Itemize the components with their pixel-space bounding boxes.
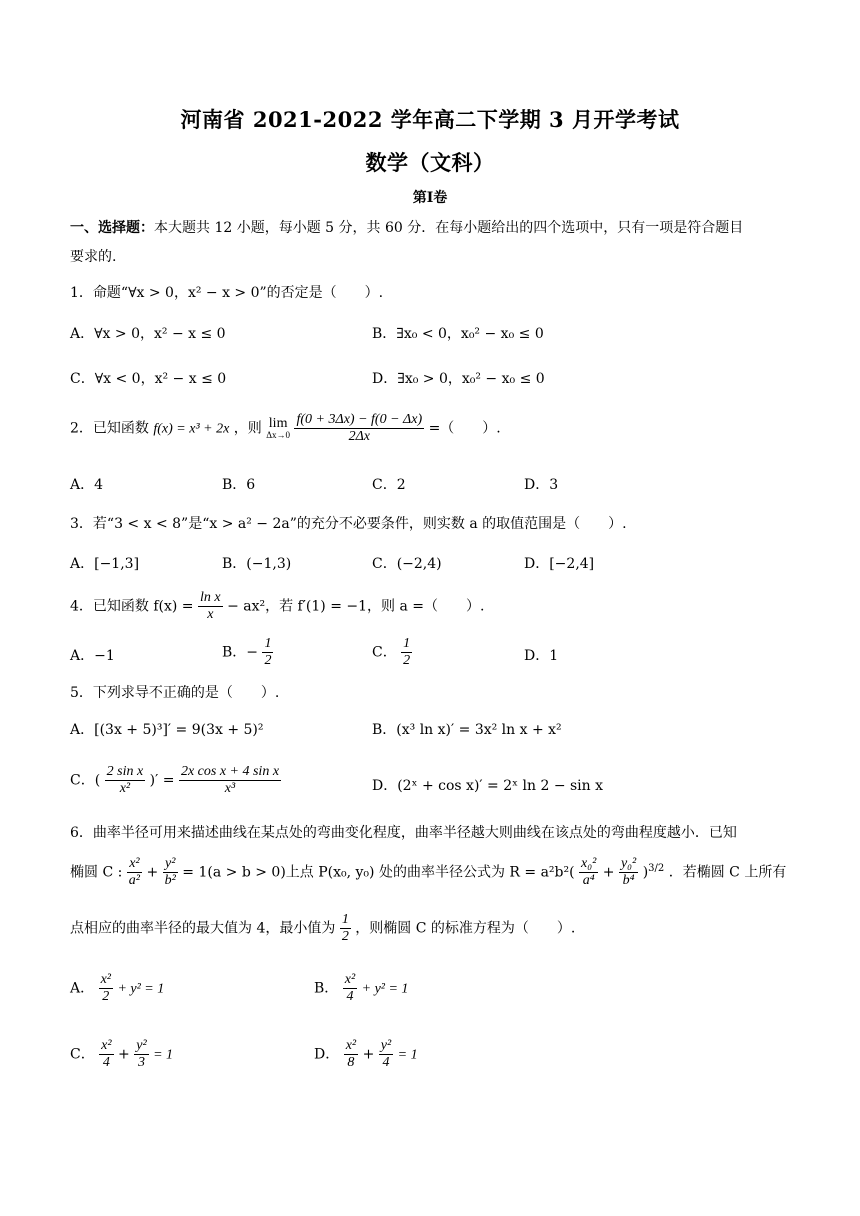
limit-symbol: lim — [268, 416, 288, 432]
fraction-denominator: 4 — [382, 1055, 390, 1071]
fraction-numerator: y² — [134, 1038, 148, 1055]
fraction-denominator: 2 — [403, 653, 411, 669]
question-6-line-3 — [70, 912, 575, 945]
question-4-prefix: 4．已知函数 f(x) = — [70, 598, 194, 615]
option-fraction-2 — [179, 764, 281, 797]
option-tail: = 1 — [397, 1047, 418, 1063]
fraction-numerator: y² — [379, 1038, 393, 1055]
plus-sign: + — [118, 1046, 130, 1063]
fraction-denominator: 3 — [137, 1055, 145, 1071]
limit-subscript: Δx→0 — [266, 430, 291, 441]
option-tail: + y² = 1 — [361, 981, 409, 997]
fraction-numerator: ln x — [198, 590, 223, 607]
fraction-denominator: 2 — [264, 653, 272, 669]
question-6-line-3-head: 点相应的曲率半径的最大值为 4，最小值为 — [70, 920, 336, 937]
exam-title: 河南省 2021-2022 学年高二下学期 3 月开学考试 — [180, 107, 680, 132]
curvature-fraction-x — [579, 856, 598, 889]
fraction-denominator: b² — [164, 873, 176, 889]
question-5-option-a: A．[(3x + 5)³]′ = 9(3x + 5)² — [70, 722, 264, 738]
option-label: B．− — [222, 644, 259, 661]
fraction-numerator: y² — [163, 856, 178, 873]
fraction-denominator: 2 — [341, 929, 349, 945]
option-label: C．( — [70, 772, 101, 789]
fraction-numerator: 1 — [340, 912, 351, 929]
question-1-stem: 1．命题“∀x > 0，x² − x > 0”的否定是（ ）. — [70, 285, 384, 301]
fraction-numerator: 1 — [401, 636, 412, 653]
volume-label: 第Ⅰ卷 — [412, 190, 448, 206]
question-2-option-a: A．4 — [70, 477, 104, 493]
question-2-option-d: D．3 — [524, 477, 559, 493]
question-3-option-c: C．(−2,4) — [372, 556, 442, 572]
question-3-option-b: B．(−1,3) — [222, 556, 292, 572]
option-label: C． — [70, 1046, 95, 1063]
question-6-line-3-tail: ，则椭圆 C 的标准方程为（ ）. — [355, 920, 576, 937]
option-mid: )′ = — [149, 772, 175, 789]
question-5-option-c — [70, 764, 281, 797]
option-fraction-2 — [379, 1038, 393, 1071]
question-2-function: f(x) = x³ + 2x — [153, 421, 230, 437]
ellipse-fraction-y — [163, 856, 178, 889]
option-fraction — [401, 636, 412, 669]
question-2-option-c: C．2 — [372, 477, 406, 493]
question-1-option-d: D．∃x₀ > 0，x₀² − x₀ ≤ 0 — [372, 371, 545, 387]
question-2-limit — [266, 417, 290, 440]
fraction-numerator: 2x cos x + 4 sin x — [179, 764, 281, 781]
ellipse-label: 椭圆 C : — [70, 864, 123, 881]
option-fraction — [343, 972, 357, 1005]
option-label: C． — [372, 644, 397, 661]
question-6-line-2-tail: ．若椭圆 C 上所有 — [668, 864, 787, 881]
fraction-denominator: b⁴ — [622, 873, 635, 889]
plus-sign: + — [146, 864, 159, 881]
question-4-suffix: − ax²，若 f′(1) = −1，则 a =（ ）. — [227, 598, 485, 615]
curvature-formula-text: = 1(a > b > 0)上点 P(x₀, y₀) 处的曲率半径公式为 R = a²b²( — [182, 864, 575, 881]
fraction-denominator: 4 — [346, 989, 354, 1005]
question-6-option-a — [70, 972, 164, 1005]
fraction-denominator: x — [207, 607, 214, 623]
question-6-line-1: 6．曲率半径可用来描述曲线在某点处的弯曲变化程度，曲率半径越大则曲线在该点处的弯曲程度越小．已知 — [70, 825, 737, 841]
fraction-denominator: 2Δx — [348, 429, 371, 445]
section-heading: 一、选择题： — [70, 220, 154, 236]
fraction-numerator: f(0 + 3Δx) − f(0 − Δx) — [294, 412, 424, 429]
question-6-option-d — [314, 1038, 418, 1071]
plus-sign: + — [362, 1046, 375, 1063]
option-fraction-2 — [134, 1038, 148, 1071]
option-fraction — [105, 764, 146, 797]
question-6-option-b — [314, 972, 408, 1005]
question-2-option-b: B．6 — [222, 477, 256, 493]
question-2-suffix: =（ ）. — [428, 420, 501, 437]
curvature-fraction-y — [619, 856, 638, 889]
question-1-option-c: C．∀x < 0，x² − x ≤ 0 — [70, 371, 227, 387]
option-tail: + y² = 1 — [117, 981, 165, 997]
question-1-option-b: B．∃x₀ < 0，x₀² − x₀ ≤ 0 — [372, 326, 544, 342]
fraction-denominator: x³ — [224, 781, 236, 797]
ellipse-fraction-x — [127, 856, 142, 889]
section-instructions-cont: 要求的. — [70, 249, 117, 265]
question-6-option-c — [70, 1038, 173, 1071]
fraction-numerator: x₀² — [579, 856, 598, 873]
plus-sign: + — [602, 864, 615, 881]
question-1-option-a: A．∀x > 0，x² − x ≤ 0 — [70, 326, 226, 342]
option-label: A． — [70, 980, 95, 997]
question-5-option-d: D．(2ˣ + cos x)′ = 2ˣ ln 2 − sin x — [372, 778, 604, 794]
question-4-fraction — [198, 590, 223, 623]
option-label: B． — [314, 980, 339, 997]
question-2-fraction — [294, 412, 424, 445]
question-2-mid: ，则 — [233, 420, 262, 437]
question-4-option-b — [222, 636, 273, 669]
fraction-numerator: y₀² — [619, 856, 638, 873]
question-4-option-a: A．−1 — [70, 648, 115, 664]
fraction-numerator: 1 — [262, 636, 273, 653]
fraction-denominator: 4 — [102, 1055, 110, 1071]
section-instructions — [70, 217, 743, 237]
fraction-denominator: 2 — [102, 989, 110, 1005]
option-fraction — [344, 1038, 358, 1071]
fraction-denominator: 8 — [347, 1055, 355, 1071]
option-label: D． — [314, 1046, 340, 1063]
fraction-denominator: x² — [119, 781, 131, 797]
question-2-prefix: 2．已知函数 — [70, 420, 149, 437]
exponent: 3/2 — [648, 862, 665, 874]
fraction-numerator: x² — [99, 972, 113, 989]
fraction-numerator: x² — [343, 972, 357, 989]
fraction-numerator: x² — [127, 856, 142, 873]
question-5-option-b: B．(x³ ln x)′ = 3x² ln x + x² — [372, 722, 562, 738]
option-tail: = 1 — [153, 1047, 174, 1063]
question-6-line-2 — [70, 856, 786, 889]
option-fraction — [99, 1038, 113, 1071]
option-fraction — [99, 972, 113, 1005]
fraction-numerator: x² — [99, 1038, 113, 1055]
question-3-option-d: D．[−2,4] — [524, 556, 595, 572]
fraction-denominator: a⁴ — [582, 873, 595, 889]
question-4-option-c — [372, 636, 412, 669]
close-paren: ) — [642, 864, 649, 881]
fraction-numerator: 2 sin x — [105, 764, 146, 781]
question-3-option-a: A．[−1,3] — [70, 556, 140, 572]
option-fraction — [262, 636, 273, 669]
question-4-stem — [70, 590, 484, 623]
question-2-stem — [70, 412, 501, 445]
section-text: 本大题共 12 小题，每小题 5 分，共 60 分．在每小题给出的四个选项中，只有一项是符合题目 — [154, 220, 744, 236]
fraction-numerator: x² — [344, 1038, 358, 1055]
exam-subtitle: 数学（文科） — [365, 150, 495, 175]
question-4-option-d: D．1 — [524, 648, 559, 664]
question-5-stem: 5．下列求导不正确的是（ ）. — [70, 685, 280, 701]
fraction-denominator: a² — [128, 873, 140, 889]
question-3-stem: 3．若“3 < x < 8”是“x > a² − 2a”的充分不必要条件，则实数 a 的取值范围是（ ）. — [70, 516, 627, 532]
min-value-fraction — [340, 912, 351, 945]
